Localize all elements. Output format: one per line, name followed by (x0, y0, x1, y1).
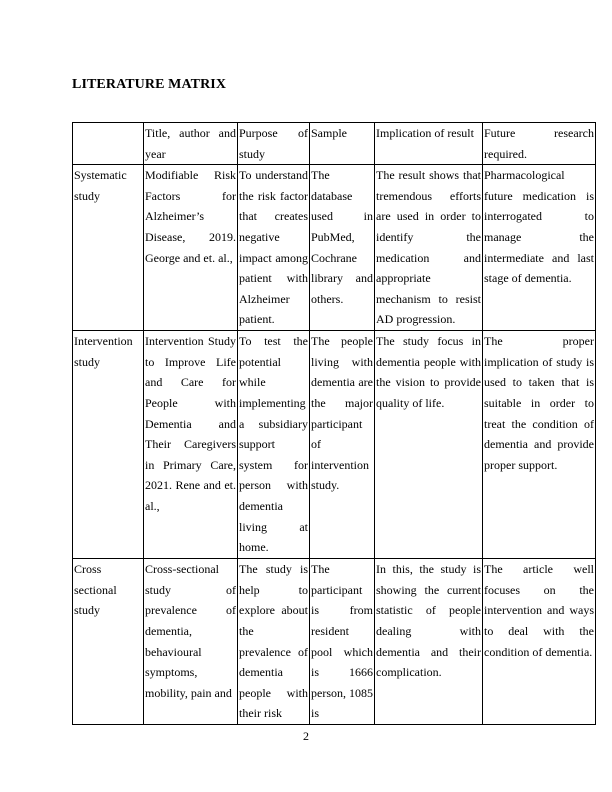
header-cell: Sample (310, 123, 375, 165)
table-cell: The result shows that tremendous efforts are used in order to identify the medication and appropriate mechanism to resist AD progression. (375, 165, 483, 331)
table-cell: Cross-sectional study of prevalence of dementia, behavioural symptoms, mobility, pain and (144, 559, 238, 725)
header-cell (73, 123, 144, 165)
header-cell: Title, author and year (144, 123, 238, 165)
table-cell: Pharmacological future medication is interrogated to manage the intermediate and last stage of dementia. (483, 165, 596, 331)
header-cell: Purpose of study (238, 123, 310, 165)
table-row (73, 165, 596, 331)
header-cell: Future research required. (483, 123, 596, 165)
table-row (73, 559, 596, 725)
table-cell: The study is help to explore about the prevalence of dementia people with their risk (238, 559, 310, 725)
table-cell: To test the potential while implementing a subsidiary support system for person with dementia living at home. (238, 331, 310, 559)
table-cell: The participant is from resident pool which is 1666 person, 1085 is (310, 559, 375, 725)
table-cell: The article well focuses on the intervention and ways to deal with the condition of dementia. (483, 559, 596, 725)
table-cell: Systematic study (73, 165, 144, 331)
table-cell: The database used in PubMed, Cochrane library and others. (310, 165, 375, 331)
table-cell: The proper implication of study is used to taken that is suitable in order to treat the condition of dementia and provide proper support. (483, 331, 596, 559)
table-cell: In this, the study is showing the current statistic of people dealing with dementia and their complication. (375, 559, 483, 725)
page-number: 2 (303, 729, 309, 743)
table-cell: Cross sectional study (73, 559, 144, 725)
header-cell: Implication of result (375, 123, 483, 165)
table-cell: To understand the risk factor that creates negative impact among patient with Alzheimer patient. (238, 165, 310, 331)
table-row (73, 331, 596, 559)
document-title: LITERATURE MATRIX (72, 77, 227, 92)
table-cell: Intervention Study to Improve Life and Care for People with Dementia and Their Caregivers in Primary Care, 2021. Rene and et. al., (144, 331, 238, 559)
table-cell: Intervention study (73, 331, 144, 559)
table-cell: The study focus in dementia people with the vision to provide quality of life. (375, 331, 483, 559)
table-cell: Modifiable Risk Factors for Alzheimer’s Disease, 2019. George and et. al., (144, 165, 238, 331)
literature-matrix-table (72, 122, 596, 725)
table-header-row (73, 123, 596, 165)
table-cell: The people living with dementia are the major participant of intervention study. (310, 331, 375, 559)
